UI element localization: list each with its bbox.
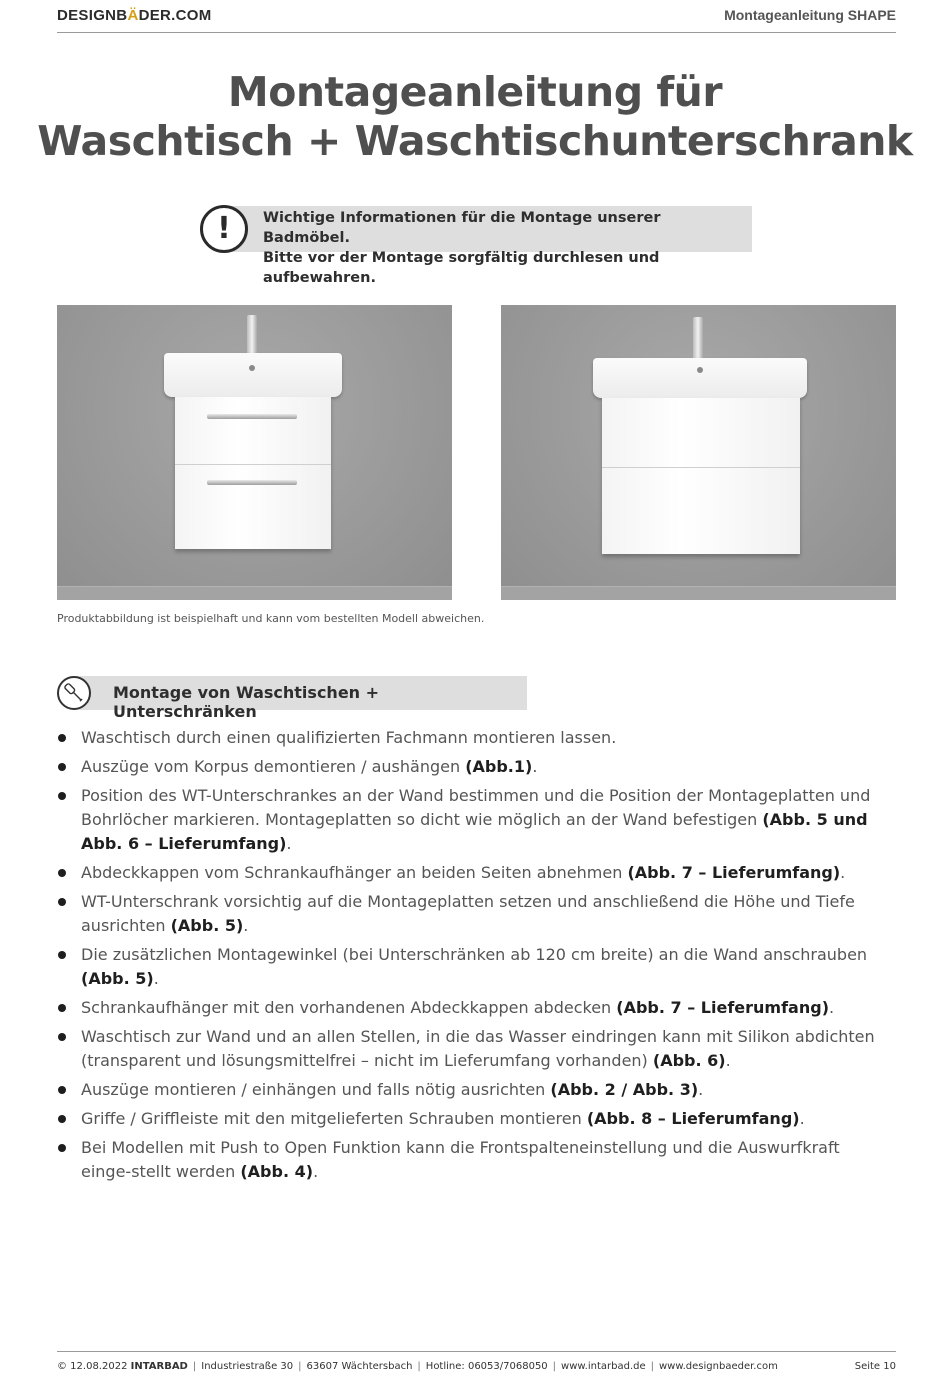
- logo: [57, 7, 212, 24]
- page-title-line-1: Montageanleitung für: [227, 68, 723, 116]
- logo-text-end: DER.COM: [138, 7, 212, 24]
- important-notice: [200, 205, 752, 286]
- step-text: WT-Unterschrank vorsichtig auf die Montageplatten setzen und anschließend die Höhe und Tiefe ausrichten: [81, 892, 855, 935]
- step-text: Position des WT-Unterschrankes an der Wand bestimmen und die Position der Montageplatten und Bohrlöcher markieren. Montageplatten so dicht wie möglich an der Wand befestigen: [81, 786, 871, 829]
- vanity-cabinet: [602, 398, 800, 554]
- footer-company: INTARBAD: [130, 1361, 188, 1372]
- notice-text: [263, 208, 752, 288]
- page-footer: [57, 1351, 896, 1378]
- step-punctuation: .: [698, 1080, 704, 1099]
- product-photo-push-to-open: [501, 305, 896, 600]
- page-number: Seite 10: [854, 1361, 896, 1372]
- notice-line-1: Wichtige Informationen für die Montage unserer Badmöbel.: [263, 210, 661, 246]
- washbasin: [164, 353, 342, 397]
- step-text: Auszüge vom Korpus demontieren / aushängen: [81, 757, 466, 776]
- notice-line-2: Bitte vor der Montage sorgfältig durchlesen und aufbewahren.: [263, 250, 660, 286]
- step-text: Schrankaufhänger mit den vorhandenen Abdeckkappen abdecken: [81, 998, 617, 1017]
- step-text: Bei Modellen mit Push to Open Funktion kann die Frontspalteneinstellung und die Auswurfkraft einge-stellt werden: [81, 1138, 840, 1181]
- floor: [501, 586, 896, 600]
- section-title: Montage von Waschtischen + Unterschränken: [113, 683, 380, 721]
- step-punctuation: .: [829, 998, 835, 1017]
- drawer-gap: [175, 464, 331, 465]
- step-punctuation: .: [799, 1109, 805, 1128]
- image-caption: Produktabbildung ist beispielhaft und kann vom bestellten Modell abweichen.: [57, 612, 485, 625]
- figure-reference: (Abb. 7 – Lieferumfang): [627, 863, 841, 882]
- list-item: [57, 943, 877, 991]
- step-text: Waschtisch durch einen qualifizierten Fachmann montieren lassen.: [81, 728, 617, 747]
- figure-reference: (Abb. 5 und Abb. 6 – Lieferumfang): [81, 810, 868, 853]
- list-item: [57, 755, 877, 779]
- step-text: Waschtisch zur Wand und an allen Stellen, in die das Wasser eindringen kann mit Silikon abdichten (transparent und lösungsmittelfrei – nicht im Lieferumfang vorhanden): [81, 1027, 875, 1070]
- step-punctuation: .: [840, 863, 846, 882]
- figure-reference: (Abb. 8 – Lieferumfang): [586, 1109, 800, 1128]
- figure-reference: (Abb. 2 / Abb. 3): [550, 1080, 699, 1099]
- step-punctuation: .: [532, 757, 538, 776]
- list-item: [57, 996, 877, 1020]
- step-punctuation: .: [243, 916, 249, 935]
- logo-text-start: DESIGNB: [57, 7, 128, 24]
- list-item: [57, 890, 877, 938]
- step-punctuation: .: [725, 1051, 731, 1070]
- list-item: [57, 726, 877, 750]
- figure-reference: (Abb. 5): [170, 916, 244, 935]
- faucet: [247, 315, 257, 357]
- step-text: Abdeckkappen vom Schrankaufhänger an beiden Seiten abnehmen: [81, 863, 628, 882]
- drawer-gap: [602, 467, 800, 468]
- list-item: [57, 1078, 877, 1102]
- document-title: Montageanleitung SHAPE: [724, 7, 896, 23]
- step-text: Die zusätzlichen Montagewinkel (bei Unterschränken ab 120 cm breite) an die Wand anschrauben: [81, 945, 868, 964]
- drawer-handle-top: [207, 414, 297, 419]
- figure-reference: (Abb. 5): [81, 969, 154, 988]
- faucet: [693, 317, 703, 361]
- figure-reference: (Abb. 6): [652, 1051, 726, 1070]
- footer-link-designbaeder[interactable]: www.designbaeder.com: [659, 1361, 778, 1372]
- figure-reference: (Abb. 7 – Lieferumfang): [616, 998, 829, 1017]
- list-item: [57, 1107, 877, 1131]
- step-punctuation: .: [286, 834, 292, 853]
- logo-accent: Ä: [127, 7, 139, 24]
- list-item: [57, 861, 877, 885]
- figure-reference: (Abb. 4): [240, 1162, 314, 1181]
- page-header: [57, 6, 896, 33]
- page-title: [0, 68, 950, 166]
- assembly-steps-list: [57, 726, 877, 1189]
- screwdriver-icon-graphic: [59, 678, 89, 708]
- step-text: Auszüge montieren / einhängen und falls nötig ausrichten: [81, 1080, 551, 1099]
- exclamation-icon: [200, 205, 248, 253]
- exclamation-glyph: !: [217, 211, 231, 246]
- list-item: [57, 784, 877, 856]
- step-punctuation: .: [313, 1162, 319, 1181]
- step-text: Griffe / Griffleiste mit den mitgelieferten Schrauben montieren: [81, 1109, 587, 1128]
- section-heading: [57, 676, 527, 721]
- footer-date: © 12.08.2022: [57, 1361, 128, 1372]
- washbasin: [593, 358, 807, 398]
- overflow-hole: [249, 365, 255, 371]
- product-photo-drawers-with-handles: [57, 305, 452, 600]
- drawer-handle-bottom: [207, 480, 297, 485]
- footer-link-intarbad[interactable]: www.intarbad.de: [561, 1361, 646, 1372]
- footer-street: Industriestraße 30: [201, 1361, 294, 1372]
- screwdriver-icon: [57, 676, 91, 710]
- list-item: [57, 1136, 877, 1184]
- step-punctuation: .: [153, 969, 159, 988]
- figure-reference: (Abb.1): [465, 757, 533, 776]
- vanity-cabinet: [175, 397, 331, 549]
- footer-hotline: Hotline: 06053/7068050: [425, 1361, 548, 1372]
- footer-city: 63607 Wächtersbach: [306, 1361, 413, 1372]
- page-title-line-2: Waschtisch + Waschtischunterschrank: [37, 117, 913, 165]
- floor: [57, 586, 452, 600]
- overflow-hole: [697, 367, 703, 373]
- list-item: [57, 1025, 877, 1073]
- footer-contact: © 12.08.2022 INTARBAD | Industriestraße 30 | 63607 Wächtersbach | Hotline: 06053/7068050 | www.intarbad.de | www.designbaeder.com: [57, 1361, 778, 1372]
